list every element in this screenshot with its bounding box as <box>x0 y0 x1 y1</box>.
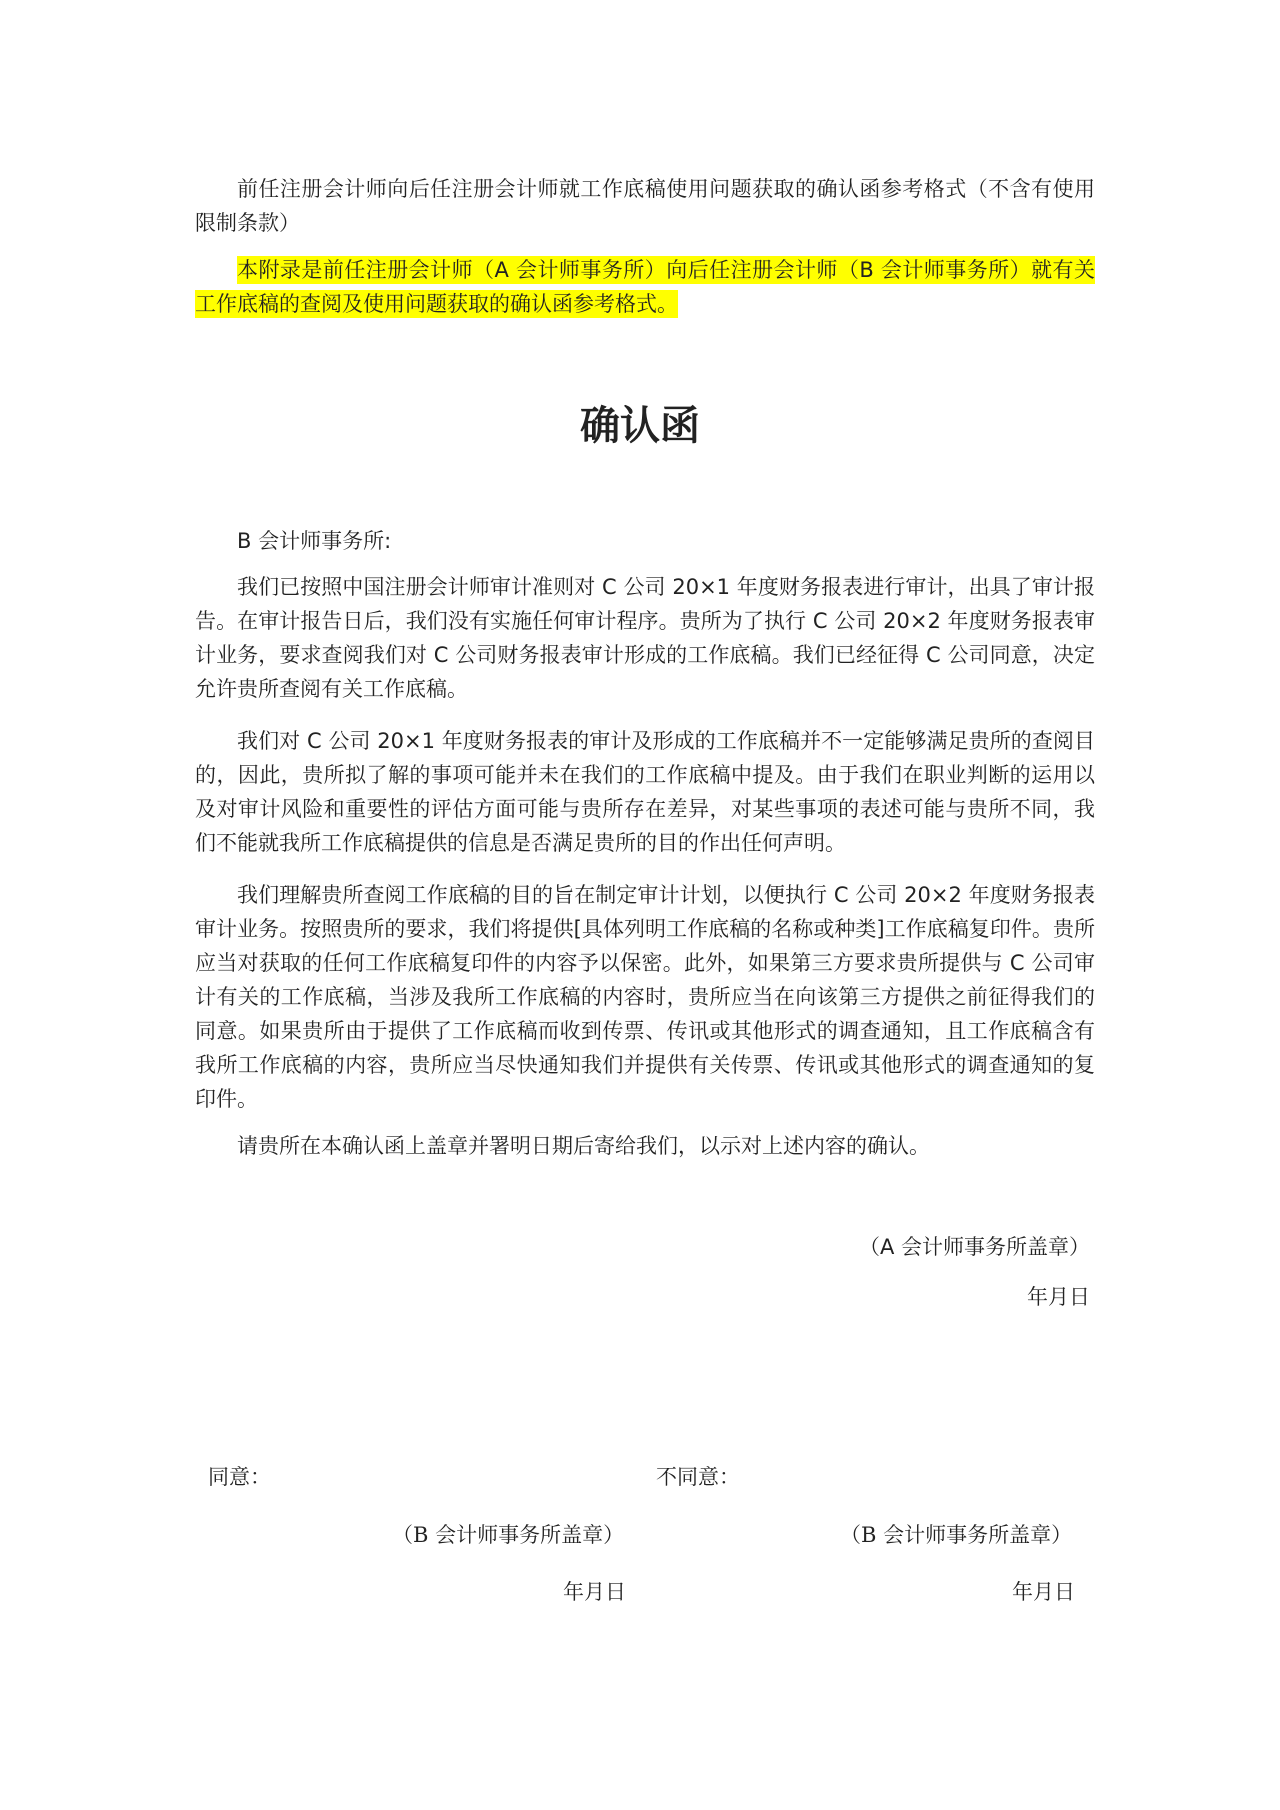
salutation: B 会计师事务所: <box>237 529 392 553</box>
salutation-block <box>195 524 1095 558</box>
appendix-heading-block <box>195 172 1095 240</box>
body-paragraph: 我们对 C 公司 20×1 年度财务报表的审计及形成的工作底稿并不一定能够满足贵所的查阅目的，因此，贵所拟了解的事项可能并未在我们的工作底稿中提及。由于我们在职业判断的运用以及对审计风险和重要性的评估方面可能与贵所存在差异，对某些事项的表述可能与贵所不同，我们不能就我所工作底稿提供的信息是否满足贵所的目的作出任何声明。 <box>195 729 1095 855</box>
body-paragraph: 我们理解贵所查阅工作底稿的目的旨在制定审计计划，以便执行 C 公司 20×2 年度财务报表审计业务。按照贵所的要求，我们将提供[具体列明工作底稿的名称或种类]工作底稿复印件。贵所应当对获取的任何工作底稿复印件的内容予以保密。此外，如果第三方要求贵所提供与 C 公司审计有关的工作底稿，当涉及我所工作底稿的内容时，贵所应当在向该第三方提供之前征得我们的同意。如果贵所由于提供了工作底稿而收到传票、传讯或其他形式的调查通知，且工作底稿含有我所工作底稿的内容，贵所应当尽快通知我们并提供有关传票、传讯或其他形式的调查通知的复印件。 <box>195 883 1095 1111</box>
agree-seal-line: （B 会计师事务所盖章） <box>392 1523 625 1547</box>
disagree-label: 不同意： <box>656 1465 740 1489</box>
disagree-date-line: 年月日 <box>1012 1580 1075 1604</box>
letter-title: 确认函 <box>580 402 700 449</box>
agree-date-line: 年月日 <box>563 1580 626 1604</box>
intro-paragraph <box>195 253 1095 321</box>
sender-date-line: 年月日 <box>1027 1285 1090 1309</box>
intro-block <box>195 253 1095 321</box>
appendix-heading: 前任注册会计师向后任注册会计师就工作底稿使用问题获取的确认函参考格式（不含有使用限制条款） <box>195 177 1095 235</box>
body-paragraph: 请贵所在本确认函上盖章并署明日期后寄给我们，以示对上述内容的确认。 <box>237 1134 930 1158</box>
highlighted-intro-text: 本附录是前任注册会计师（A 会计师事务所）向后任注册会计师（B 会计师事务所）就有关工作底稿的查阅及使用问题获取的确认函参考格式。 <box>195 258 1095 316</box>
body-paragraph-2-block <box>195 724 1095 860</box>
body-paragraph-3-block <box>195 878 1095 1116</box>
body-paragraph: 我们已按照中国注册会计师审计准则对 C 公司 20×1 年度财务报表进行审计，出具了审计报告。在审计报告日后，我们没有实施任何审计程序。贵所为了执行 C 公司 20×2 年度财务报表审计业务，要求查阅我们对 C 公司财务报表审计形成的工作底稿。我们已经征得 C 公司同意，决定允许贵所查阅有关工作底稿。 <box>195 575 1095 701</box>
body-paragraph-1-block <box>195 570 1095 706</box>
body-paragraph-4-block <box>195 1129 1095 1163</box>
sender-seal-line: （A 会计师事务所盖章） <box>858 1235 1090 1259</box>
disagree-seal-line: （B 会计师事务所盖章） <box>840 1523 1073 1547</box>
agree-label: 同意： <box>208 1465 271 1489</box>
